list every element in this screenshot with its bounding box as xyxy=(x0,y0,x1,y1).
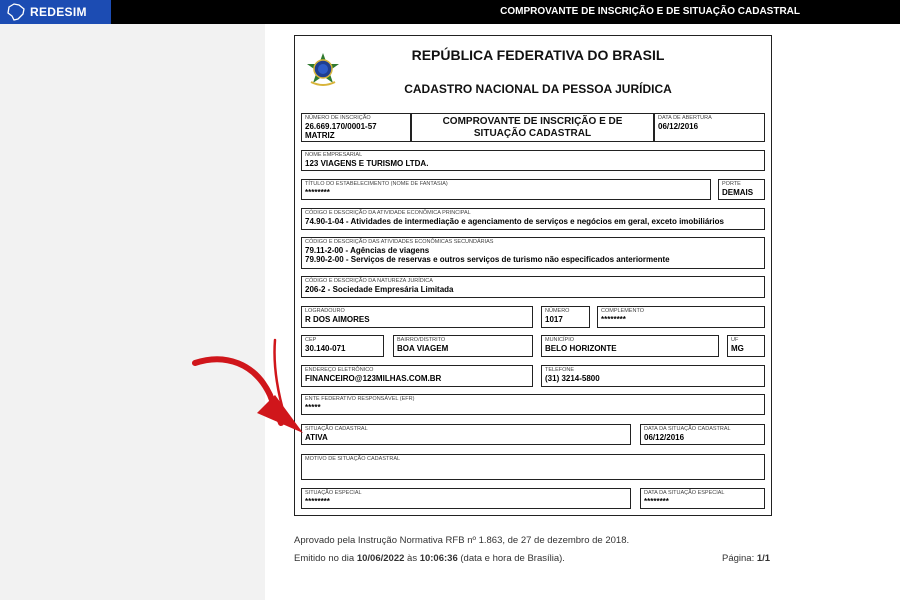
field-email: ENDEREÇO ELETRÔNICO FINANCEIRO@123MILHAS.COM.BR xyxy=(301,365,533,387)
top-bar xyxy=(0,0,900,24)
red-arrow-icon xyxy=(185,335,305,445)
field-numero-inscricao: NÚMERO DE INSCRIÇÃO 26.669.170/0001-57 MATRIZ xyxy=(301,113,411,142)
field-data-situacao: DATA DA SITUAÇÃO CADASTRAL 06/12/2016 xyxy=(640,424,765,445)
field-comprovante xyxy=(411,113,654,142)
field-data-situacao-especial: DATA DA SITUAÇÃO ESPECIAL ******** xyxy=(640,488,765,509)
brand-name: REDESIM xyxy=(30,5,87,19)
field-uf: UF MG xyxy=(727,335,765,357)
emission-time: 10:06:36 xyxy=(419,553,458,564)
field-logradouro: LOGRADOURO R DOS AIMORES xyxy=(301,306,533,328)
header-title: COMPROVANTE DE INSCRIÇÃO E DE SITUAÇÃO CADASTRAL xyxy=(500,6,800,17)
emission-note: Emitido no dia 10/06/2022 às 10:06:36 (data e hora de Brasília). xyxy=(294,553,565,564)
field-situacao-especial: SITUAÇÃO ESPECIAL ******** xyxy=(301,488,631,509)
field-motivo-situacao: MOTIVO DE SITUAÇÃO CADASTRAL xyxy=(301,454,765,480)
cnpj-value: 26.669.170/0001-57 xyxy=(305,122,377,131)
field-cep: CEP 30.140-071 xyxy=(301,335,384,357)
field-complemento: COMPLEMENTO ******** xyxy=(597,306,765,328)
field-situacao-cadastral: SITUAÇÃO CADASTRAL ATIVA xyxy=(301,424,631,445)
cnpj-type: MATRIZ xyxy=(305,131,335,140)
field-data-abertura: DATA DE ABERTURA 06/12/2016 xyxy=(654,113,765,142)
field-nome-empresarial: NOME EMPRESARIAL 123 VIAGENS E TURISMO LTDA. xyxy=(301,150,765,171)
field-numero: NÚMERO 1017 xyxy=(541,306,590,328)
field-municipio: MUNICÍPIO BELO HORIZONTE xyxy=(541,335,719,357)
comprovante-title: COMPROVANTE DE INSCRIÇÃO E DE SITUAÇÃO CADASTRAL xyxy=(442,116,623,139)
document-title: REPÚBLICA FEDERATIVA DO BRASIL xyxy=(411,47,665,63)
cnpj-certificate xyxy=(294,35,772,516)
field-natureza-juridica: CÓDIGO E DESCRIÇÃO DA NATUREZA JURÍDICA 206-2 - Sociedade Empresária Limitada xyxy=(301,276,765,298)
field-atividades-secundarias: CÓDIGO E DESCRIÇÃO DAS ATIVIDADES ECONÔMICAS SECUNDÁRIAS 79.11-2-00 - Agências de viagens 79.90-2-00 - Serviços de reservas e outros serviços de turismo não especificados anteriormente xyxy=(301,237,765,269)
approval-note: Aprovado pela Instrução Normativa RFB nº 1.863, de 27 de dezembro de 2018. xyxy=(294,535,630,546)
document-subtitle: CADASTRO NACIONAL DA PESSOA JURÍDICA xyxy=(404,82,672,96)
field-bairro: BAIRRO/DISTRITO BOA VIAGEM xyxy=(393,335,533,357)
field-atividade-principal: CÓDIGO E DESCRIÇÃO DA ATIVIDADE ECONÔMICA PRINCIPAL 74.90-1-04 - Atividades de intermediação e agenciamento de serviços e negócios em geral, exceto imobiliários xyxy=(301,208,765,230)
emission-date: 10/06/2022 xyxy=(356,553,405,564)
field-telefone: TELEFONE (31) 3214-5800 xyxy=(541,365,765,387)
field-efr: ENTE FEDERATIVO RESPONSÁVEL (EFR) ***** xyxy=(301,394,765,415)
field-porte: PORTE DEMAIS xyxy=(718,179,765,200)
field-nome-fantasia: TÍTULO DO ESTABELECIMENTO (NOME DE FANTASIA) ******** xyxy=(301,179,711,200)
page-indicator: Página: 1/1 xyxy=(722,553,771,564)
brand-logo[interactable] xyxy=(0,0,111,24)
brazil-map-icon xyxy=(6,3,26,21)
